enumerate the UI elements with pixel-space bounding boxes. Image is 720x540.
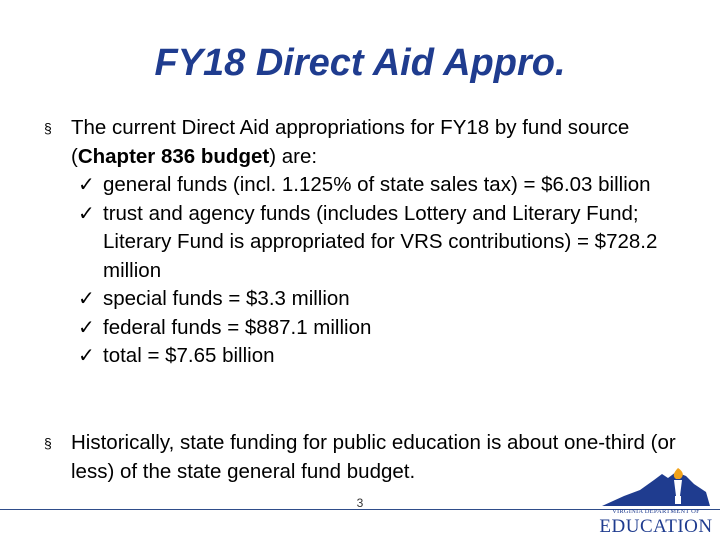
sub-item-trust-funds [44,200,684,286]
bullet-text [44,114,684,171]
sub-item-general-funds [44,171,684,200]
logo-wordmark: EDUCATION [599,516,713,537]
page-number: 3 [356,496,364,510]
sub-item-text: special funds = $3.3 million [103,287,350,310]
bullet-historical-funding [44,429,684,486]
checkmark-icon: ✓ [78,316,95,339]
sub-item-special-funds [44,285,684,314]
virginia-torch-icon [596,466,716,510]
bullet-intro-bold: Chapter 836 budget [77,144,270,168]
checkmark-icon: ✓ [78,288,95,310]
sub-item-text: total = $7.65 billion [103,344,275,367]
sub-item-total [44,342,684,371]
bullet-text: Historically, state funding for public education is about one-third (or less) of the state general fund budget. [71,431,676,483]
bullet-intro: The current Direct Aid appropriations for FY18 by fund source ( [71,116,630,168]
sub-item-text: trust and agency funds (includes Lottery and Literary Fund; Literary Fund is appropriated for VRS contributions) = $728.2 million [103,201,658,282]
logo-caption: VIRGINIA DEPARTMENT OF [612,508,700,515]
checkmark-icon: ✓ [78,174,95,196]
bullet-marker: § [44,120,52,136]
bullet-intro-end: ) are: [269,144,318,168]
bullet-marker: § [44,435,52,451]
vdoe-logo [596,466,716,538]
sub-item-text: general funds (incl. 1.125% of state sales tax) = $6.03 billion [103,173,651,196]
bullet-direct-aid [44,114,684,371]
sub-item-text: federal funds = $887.1 million [103,315,372,339]
checkmark-icon: ✓ [78,345,95,367]
sub-item-federal-funds [44,314,684,343]
slide-title: FY18 Direct Aid Appro. [154,42,566,84]
checkmark-icon: ✓ [78,202,95,225]
